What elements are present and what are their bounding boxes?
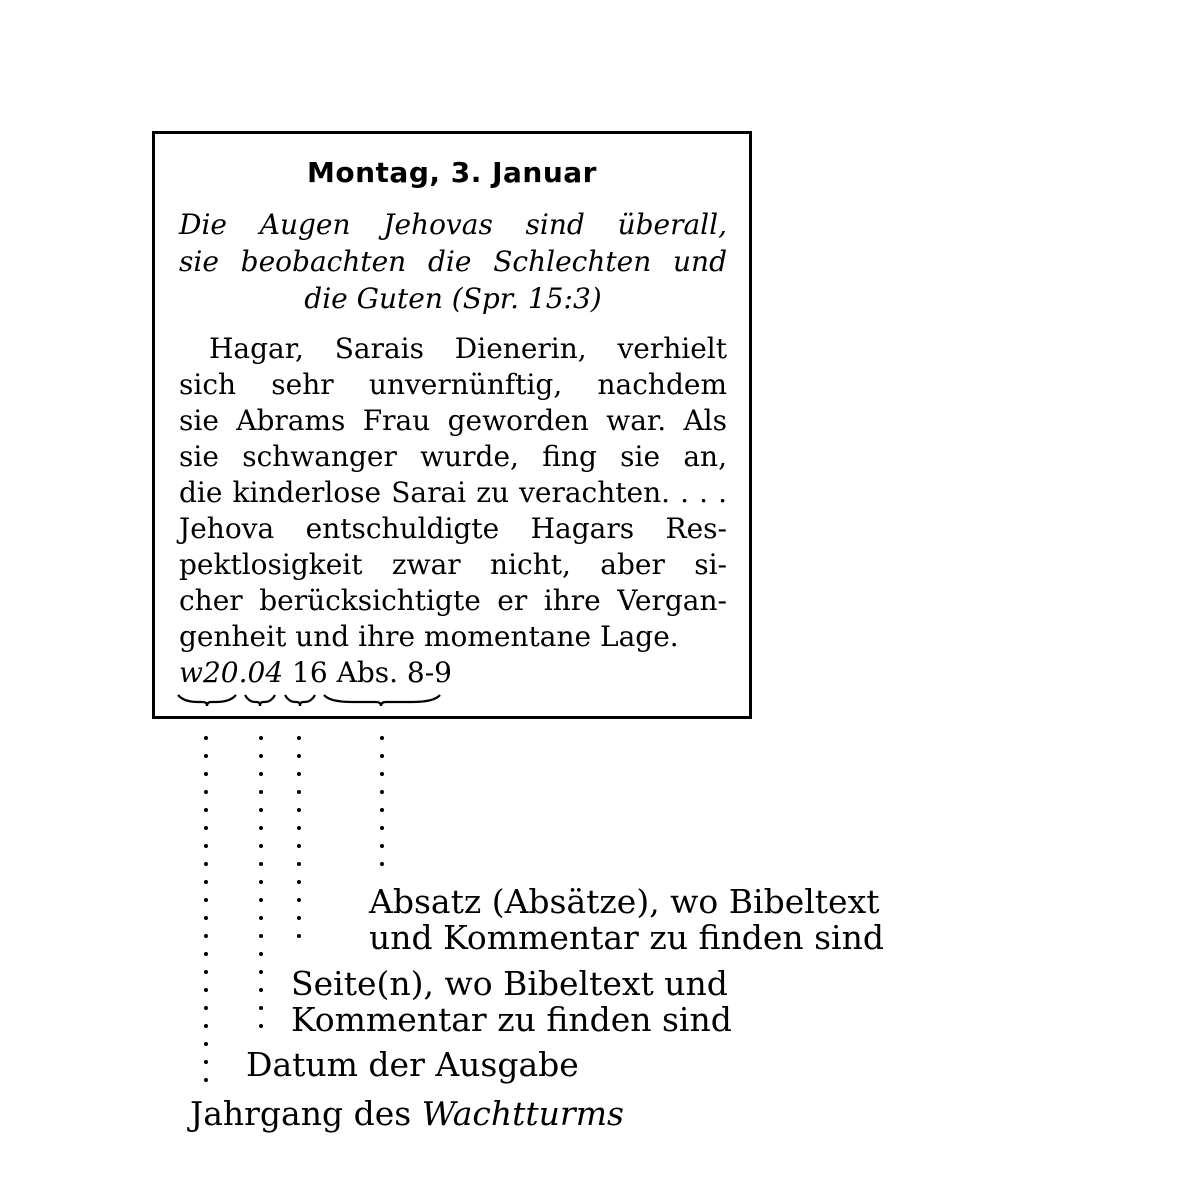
card-verse bbox=[179, 206, 727, 317]
leader-dot bbox=[259, 916, 263, 920]
body-line: sie schwanger wurde, fing sie an, bbox=[179, 440, 727, 473]
verse-line: Die Augen Jehovas sind überall, bbox=[179, 208, 727, 241]
ref-paragraphs: Abs. 8-9 bbox=[336, 656, 452, 689]
leader-dot bbox=[259, 1024, 263, 1028]
label-year bbox=[190, 1096, 624, 1132]
leader-dot bbox=[204, 880, 208, 884]
body-line: sich sehr unvernünftig, nachdem bbox=[179, 368, 727, 401]
leader-dot bbox=[297, 916, 301, 920]
label-line: Seite(n), wo Bibeltext und bbox=[291, 964, 728, 1003]
leader-dot bbox=[297, 826, 301, 830]
ref-year: w20 bbox=[179, 656, 239, 689]
leader-dot bbox=[259, 988, 263, 992]
label-page bbox=[291, 966, 732, 1038]
leader-dot bbox=[204, 934, 208, 938]
leader-dot bbox=[259, 736, 263, 740]
leader-dot bbox=[380, 790, 384, 794]
leader-dot bbox=[259, 772, 263, 776]
leader-dot bbox=[204, 1078, 208, 1082]
leader-dot bbox=[259, 934, 263, 938]
leader-dot bbox=[259, 844, 263, 848]
leader-page bbox=[297, 736, 303, 956]
label-line: Datum der Ausgabe bbox=[246, 1045, 579, 1084]
leader-dot bbox=[259, 808, 263, 812]
leader-dot bbox=[297, 934, 301, 938]
leader-dot bbox=[204, 1042, 208, 1046]
leader-dot bbox=[380, 862, 384, 866]
brace-issue bbox=[243, 692, 277, 708]
label-line: Kommentar zu finden sind bbox=[291, 1000, 732, 1039]
body-line: pektlosigkeit zwar nicht, aber si- bbox=[179, 548, 727, 581]
brace-page bbox=[283, 692, 317, 708]
body-line: Hagar, Sarais Dienerin, verhielt bbox=[209, 332, 727, 365]
body-line: cher berücksichtigte er ihre Vergan- bbox=[179, 584, 727, 617]
label-paragraphs bbox=[369, 884, 884, 956]
leader-dot bbox=[297, 844, 301, 848]
leader-dot bbox=[204, 826, 208, 830]
leader-dot bbox=[259, 952, 263, 956]
verse-line: sie beobachten die Schlechten und bbox=[179, 245, 727, 278]
body-line: sie Abrams Frau geworden war. Als bbox=[179, 404, 727, 437]
leader-dot bbox=[297, 862, 301, 866]
leader-dot bbox=[297, 790, 301, 794]
leader-dot bbox=[297, 736, 301, 740]
ref-issue: .04 bbox=[238, 656, 284, 689]
leader-dot bbox=[380, 754, 384, 758]
body-line: Jehova entschuldigte Hagars Res- bbox=[179, 512, 727, 545]
leader-dot bbox=[204, 1006, 208, 1010]
body-line: genheit und ihre momentane Lage. bbox=[179, 620, 679, 653]
leader-dot bbox=[259, 826, 263, 830]
leader-dot bbox=[259, 1006, 263, 1010]
leader-dot bbox=[204, 952, 208, 956]
label-line: Absatz (Absätze), wo Bibeltext bbox=[369, 882, 880, 921]
leader-dot bbox=[380, 772, 384, 776]
leader-dot bbox=[297, 772, 301, 776]
leader-dot bbox=[204, 844, 208, 848]
ref-page: 16 bbox=[292, 656, 328, 689]
body-line: die kinderlose Sarai zu verachten. . . . bbox=[179, 476, 727, 509]
leader-dot bbox=[204, 916, 208, 920]
label-year-prefix: Jahrgang des bbox=[190, 1094, 412, 1133]
leader-dot bbox=[259, 790, 263, 794]
label-year-italic: Wachtturms bbox=[421, 1094, 624, 1133]
leader-dot bbox=[259, 898, 263, 902]
leader-dot bbox=[204, 988, 208, 992]
verse-line: die Guten (Spr. 15:3) bbox=[304, 282, 602, 315]
brace-paragraphs bbox=[322, 692, 442, 708]
leader-dot bbox=[204, 754, 208, 758]
leader-dot bbox=[259, 754, 263, 758]
label-line: und Kommentar zu finden sind bbox=[369, 918, 884, 957]
leader-paragraphs bbox=[380, 736, 386, 876]
leader-dot bbox=[380, 844, 384, 848]
leader-dot bbox=[204, 1024, 208, 1028]
leader-dot bbox=[297, 754, 301, 758]
card-date-title: Montag, 3. Januar bbox=[307, 156, 597, 189]
leader-dot bbox=[204, 1060, 208, 1064]
leader-dot bbox=[380, 808, 384, 812]
leader-dot bbox=[380, 736, 384, 740]
leader-dot bbox=[259, 880, 263, 884]
leader-dot bbox=[204, 862, 208, 866]
source-reference bbox=[179, 656, 452, 689]
daily-text-card bbox=[152, 131, 752, 719]
leader-dot bbox=[204, 970, 208, 974]
leader-dot bbox=[204, 772, 208, 776]
leader-dot bbox=[204, 898, 208, 902]
brace-year bbox=[176, 692, 238, 708]
leader-year bbox=[204, 736, 210, 1086]
leader-dot bbox=[297, 808, 301, 812]
leader-dot bbox=[297, 880, 301, 884]
card-body bbox=[179, 331, 727, 691]
leader-dot bbox=[204, 790, 208, 794]
leader-dot bbox=[204, 736, 208, 740]
leader-dot bbox=[259, 970, 263, 974]
leader-dot bbox=[259, 862, 263, 866]
label-issue bbox=[246, 1047, 579, 1083]
leader-dot bbox=[297, 898, 301, 902]
leader-dot bbox=[380, 826, 384, 830]
leader-issue bbox=[259, 736, 265, 1036]
leader-dot bbox=[204, 808, 208, 812]
